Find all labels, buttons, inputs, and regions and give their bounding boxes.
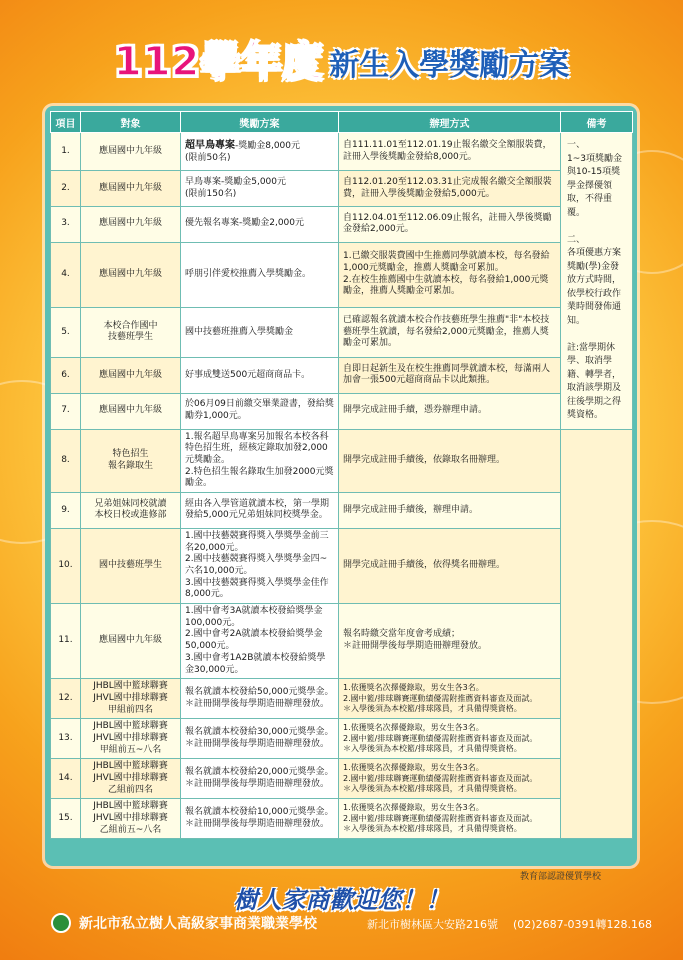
row-method: 自112.01.20至112.03.31止完成報名繳交全額服裝費，註冊入學後獎勵金發給5,000元。 [339, 171, 561, 207]
row-award [181, 358, 339, 394]
welcome-banner: 樹人家商歡迎您！！ [233, 886, 450, 914]
row-target: JHBL國中籃球聯賽 JHVL國中排球聯賽 乙組前四名 [81, 759, 181, 799]
award-text: 1.國中技藝競賽得獎入學獎學金前三名20,000元。 2.國中技藝競賽得獎入學獎學金四~六名10,000元。 3.國中技藝競賽得獎入學獎學金佳作8,000元。 [185, 530, 329, 600]
row-number: 5. [51, 307, 81, 357]
table-row [51, 242, 633, 307]
row-target: 本校合作國中 技藝班學生 [81, 307, 181, 357]
row-target: 應屆國中九年級 [81, 393, 181, 429]
award-text: 國中技藝班推薦入學獎勵金 [185, 326, 294, 337]
table-row [51, 393, 633, 429]
row-number: 15. [51, 799, 81, 839]
row-number: 7. [51, 393, 81, 429]
row-target: 兄弟姐妹同校就讀 本校日校或進修部 [81, 492, 181, 528]
row-number: 6. [51, 358, 81, 394]
school-name: 新北市私立樹人高級家事商業職業學校 [79, 916, 317, 932]
row-method: 開學完成註冊手續後，依錄取名冊辦理。 [339, 429, 561, 492]
row-number: 9. [51, 492, 81, 528]
row-award [181, 133, 339, 171]
row-method: 1.依獲獎名次擇優錄取，男女生各3名。 2.國中籃/排球聯賽運動績優需附推薦資料審查及面試。 ＊入學後須為本校籃/排球隊員，才具備得獎資格。 [339, 719, 561, 759]
row-award [181, 429, 339, 492]
award-text: 報名就讀本校發給30,000元獎學金。 ＊註冊開學後每學期造冊辦理發放。 [185, 727, 334, 749]
row-number: 3. [51, 206, 81, 242]
row-method: 報名時繳交當年度會考成績； ＊註冊開學後每學期造冊辦理發放。 [339, 604, 561, 679]
row-number: 12. [51, 679, 81, 719]
table-row [51, 759, 633, 799]
col-header-method: 辦理方式 [339, 112, 561, 133]
row-target: 應屆國中九年級 [81, 358, 181, 394]
row-award [181, 679, 339, 719]
row-target: JHBL國中籃球聯賽 JHVL國中排球聯賽 甲組前五~八名 [81, 719, 181, 759]
award-highlight: 超早鳥專案 [185, 139, 235, 151]
row-target: JHBL國中籃球聯賽 JHVL國中排球聯賽 乙組前五~八名 [81, 799, 181, 839]
award-text: 經由各入學管道就讀本校，第一學期發給5,000元兄弟姐妹同校獎學金。 [185, 498, 330, 521]
page-title [0, 30, 683, 87]
row-method: 自111.11.01至112.01.19止報名繳交全額服裝費，註冊入學後獎勵金發給8,000元。 [339, 133, 561, 171]
table-row [51, 206, 633, 242]
row-award [181, 393, 339, 429]
col-header-item: 項目 [51, 112, 81, 133]
footer [45, 912, 653, 934]
row-number: 10. [51, 528, 81, 603]
row-method: 已確認報名就讀本校合作技藝班學生推薦"非"本校技藝班學生就讀，每名發給2,000元獎勵金，推薦人獎勵金可累加。 [339, 307, 561, 357]
table-row [51, 429, 633, 492]
row-number: 11. [51, 604, 81, 679]
award-text: 好事成雙送500元超商商品卡。 [185, 369, 311, 380]
table-header-row [51, 112, 633, 133]
notes-cell: 一、 1~3項獎勵金與10-15項獎學金擇優領取，不得重覆。 二、 各項優惠方案獎勵(學)金發放方式時間，依學校行政作業時間發佈通知。 註:當學期休學、取消學籍、轉學者，取消該學期及往後學期之得獎資格。 [561, 133, 633, 430]
certification-label: 教育部認證優質學校 [520, 872, 602, 882]
row-number: 13. [51, 719, 81, 759]
award-text: 早鳥專案-獎勵金5,000元 (限前150名) [185, 176, 287, 199]
award-text: 報名就讀本校發給10,000元獎學金。 ＊註冊開學後每學期造冊辦理發放。 [185, 807, 334, 829]
award-text: 報名就讀本校發給50,000元獎學金。 ＊註冊開學後每學期造冊辦理發放。 [185, 687, 334, 709]
col-header-award: 獎勵方案 [181, 112, 339, 133]
title-main: 112學年度 [113, 39, 324, 85]
row-award [181, 492, 339, 528]
award-text: 1.國中會考3A就讀本校發給獎學金100,000元。 2.國中會考2A就讀本校發給獎學金50,000元。 3.國中會考1A2B就讀本校發給獎學金30,000元。 [185, 606, 326, 675]
row-award [181, 307, 339, 357]
row-method: 自112.04.01至112.06.09止報名，註冊入學後獎勵金發給2,000元。 [339, 206, 561, 242]
row-method: 1.已繳交服裝費國中生推薦同學就讀本校，每名發給1,000元獎勵金，推薦人獎勵金可累加。 2.在校生推薦國中生就讀本校，每名發給1,000元獎勵金，推薦人獎勵金可累加。 [339, 242, 561, 307]
row-target: JHBL國中籃球聯賽 JHVL國中排球聯賽 甲組前四名 [81, 679, 181, 719]
row-target: 國中技藝班學生 [81, 528, 181, 603]
row-method: 1.依獲獎名次擇優錄取，男女生各3名。 2.國中籃/排球聯賽運動績優需附推薦資料審查及面試。 ＊入學後須為本校籃/排球隊員，才具備得獎資格。 [339, 759, 561, 799]
award-text: 於06月09日前繳交畢業證書，發給獎勵券1,000元。 [185, 399, 334, 422]
row-number: 4. [51, 242, 81, 307]
table-row [51, 492, 633, 528]
col-header-target: 對象 [81, 112, 181, 133]
row-award [181, 171, 339, 207]
school-phone: (02)2687-0391轉128.168 [513, 918, 653, 931]
row-method: 開學完成註冊手續，憑券辦理申請。 [339, 393, 561, 429]
row-target: 應屆國中九年級 [81, 133, 181, 171]
col-header-notes: 備考 [561, 112, 633, 133]
row-award [181, 604, 339, 679]
award-text: -獎勵金8,000元 (限前50名) [185, 140, 301, 163]
school-address: 新北市樹林區大安路216號 [367, 918, 498, 931]
table-row [51, 604, 633, 679]
table-row [51, 307, 633, 357]
row-method: 1.依獲獎名次擇優錄取，男女生各3名。 2.國中籃/排球聯賽運動績優需附推薦資料審查及面試。 ＊入學後須為本校籃/排球隊員，才具備得獎資格。 [339, 679, 561, 719]
row-number: 1. [51, 133, 81, 171]
row-award [181, 719, 339, 759]
award-text: 優先報名專案-獎勵金2,000元 [185, 218, 305, 229]
row-award [181, 759, 339, 799]
row-award [181, 242, 339, 307]
row-number: 14. [51, 759, 81, 799]
table-row [51, 719, 633, 759]
row-method: 自即日起新生及在校生推薦同學就讀本校，每滿兩人加會一張500元超商商品卡以此類推。 [339, 358, 561, 394]
row-target: 特色招生 報名錄取生 [81, 429, 181, 492]
row-method: 1.依獲獎名次擇優錄取，男女生各3名。 2.國中籃/排球聯賽運動績優需附推薦資料審查及面試。 ＊入學後須為本校籃/排球隊員，才具備得獎資格。 [339, 799, 561, 839]
row-target: 應屆國中九年級 [81, 604, 181, 679]
row-target: 應屆國中九年級 [81, 171, 181, 207]
award-text: 呼朋引伴愛校推薦入學獎勵金。 [185, 268, 312, 279]
notes-empty [561, 429, 633, 839]
row-award [181, 799, 339, 839]
table-row [51, 679, 633, 719]
row-award [181, 528, 339, 603]
row-method: 開學完成註冊手續後，辦理申請。 [339, 492, 561, 528]
row-number: 2. [51, 171, 81, 207]
award-text: 報名就讀本校發給20,000元獎學金。 ＊註冊開學後每學期造冊辦理發放。 [185, 767, 334, 789]
row-number: 8. [51, 429, 81, 492]
table-row [51, 358, 633, 394]
award-table [50, 111, 633, 839]
row-method: 開學完成註冊手續後，依得獎名冊辦理。 [339, 528, 561, 603]
row-target: 應屆國中九年級 [81, 242, 181, 307]
award-text: 1.報名超早鳥專案另加報名本校各科特色招生班，經核定錄取加發2,000元獎勵金。 2.特色招生報名錄取生加發2000元獎勵金。 [185, 431, 334, 489]
school-logo-icon [51, 913, 71, 933]
title-sub: 新生入學獎勵方案 [329, 48, 570, 83]
table-row [51, 799, 633, 839]
table-row [51, 133, 633, 171]
table-row [51, 171, 633, 207]
row-award [181, 206, 339, 242]
table-row [51, 528, 633, 603]
row-target: 應屆國中九年級 [81, 206, 181, 242]
